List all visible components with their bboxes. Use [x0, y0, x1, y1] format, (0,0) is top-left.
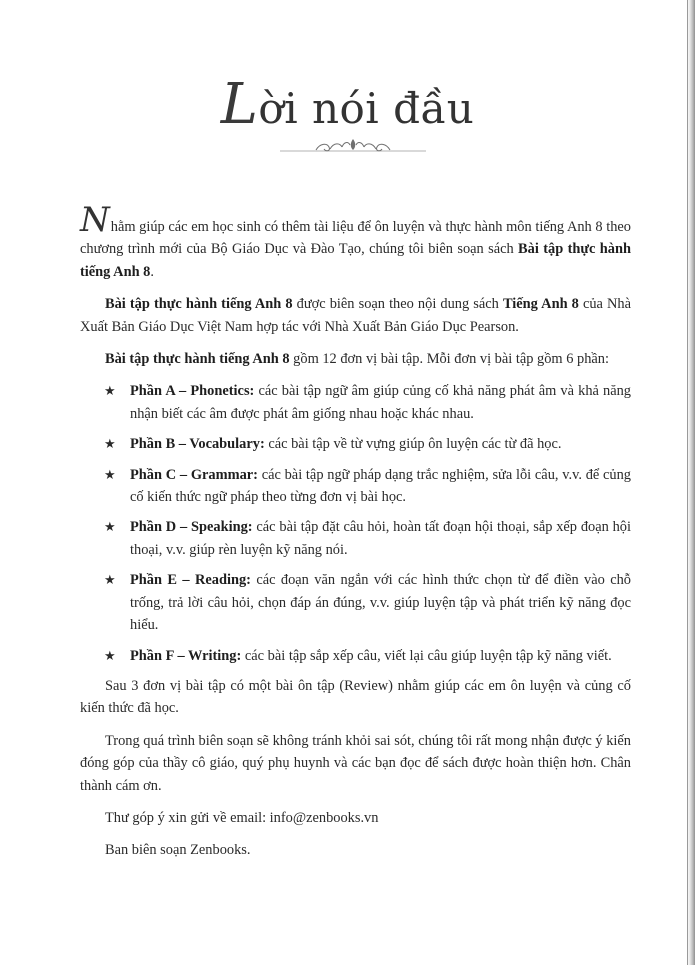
page-title: [0, 72, 695, 137]
list-item: [80, 433, 631, 455]
structure-paragraph: [80, 348, 631, 370]
review-paragraph: Sau 3 đơn vị bài tập có một bài ôn tập (Review) nhằm giúp các em ôn luyện và củng cố kiến thức đã học.: [80, 677, 631, 717]
title-initial: L: [220, 72, 259, 137]
star-bullet-icon: ★: [104, 383, 116, 399]
list-item: [80, 645, 631, 667]
signature: Ban biên soạn Zenbooks.: [105, 842, 251, 859]
page-edge-line: [687, 0, 688, 965]
list-item: [80, 380, 631, 425]
intro-end: .: [150, 263, 154, 280]
part-text: các bài tập sắp xếp câu, viết lại câu giúp luyện tập kỹ năng viết.: [241, 647, 612, 664]
part-label: Phần F – Writing:: [130, 647, 242, 664]
part-label: Phần A – Phonetics:: [130, 383, 255, 400]
structure-book-title: Bài tập thực hành tiếng Anh 8: [105, 351, 290, 368]
book-spine-shadow: [687, 0, 695, 965]
intro-book-title: Bài tập thực hành tiếng Anh 8: [80, 241, 631, 280]
parts-list: [80, 380, 631, 666]
flourish-ornament-icon: [280, 137, 426, 155]
part-text: các bài tập ngữ pháp dạng trắc nghiệm, sửa lỗi câu, v.v. để củng cố kiến thức ngữ pháp theo từng đơn vị bài học.: [130, 466, 631, 506]
part-label: Phần B – Vocabulary:: [130, 436, 265, 453]
part-label: Phần C – Grammar:: [130, 466, 258, 483]
list-item: [80, 464, 631, 509]
part-text: các bài tập ngữ âm giúp củng cố khả năng phát âm và khả năng nhận biết các âm được phát âm giống nhau hoặc khác nhau.: [130, 383, 632, 422]
star-bullet-icon: ★: [104, 572, 116, 588]
structure-text: gồm 12 đơn vị bài tập. Mỗi đơn vị bài tập gồm 6 phần:: [289, 351, 609, 368]
source-book-title: Bài tập thực hành tiếng Anh 8: [105, 296, 293, 313]
source-paragraph: [80, 293, 631, 338]
star-bullet-icon: ★: [104, 519, 116, 535]
source-text-2: của Nhà Xuất Bản Giáo Dục Việt Nam hợp tác với Nhà Xuất Bản Giáo Dục Pearson.: [80, 296, 632, 335]
source-text-1: được biên soạn theo nội dung sách: [292, 296, 503, 313]
list-item: [80, 569, 631, 636]
star-bullet-icon: ★: [104, 466, 116, 482]
title-rest: ời nói đầu: [258, 84, 475, 133]
source-textbook: Tiếng Anh 8: [502, 296, 579, 313]
star-bullet-icon: ★: [104, 647, 116, 663]
part-text: các bài tập về từ vựng giúp ôn luyện các từ đã học.: [264, 436, 562, 453]
part-label: Phần D – Speaking:: [130, 519, 253, 536]
list-item: [80, 516, 631, 561]
intro-text: hằm giúp các em học sinh có thêm tài liệu để ôn luyện và thực hành môn tiếng Anh 8 theo chương trình mới của Bộ Giáo Dục và Đào Tạo, chúng tôi biên soạn sách: [80, 219, 631, 258]
email-paragraph: Thư góp ý xin gửi về email: info@zenbooks.vn: [105, 809, 379, 826]
feedback-paragraph: Trong quá trình biên soạn sẽ không tránh khỏi sai sót, chúng tôi rất mong nhận được ý kiến đóng góp của thầy cô giáo, quý phụ huynh và các bạn đọc để sách được hoàn thiện hơn. Chân thành cám ơn.: [80, 732, 631, 794]
part-text: các bài tập đặt câu hỏi, hoàn tất đoạn hội thoại, sắp xếp đoạn hội thoại, v.v. giúp rèn luyện kỹ năng nói.: [130, 519, 631, 558]
intro-paragraph: [80, 200, 631, 283]
drop-cap: N: [80, 200, 110, 240]
part-text: các đoạn văn ngắn với các hình thức chọn từ để điền vào chỗ trống, trả lời câu hỏi, chọn đáp án đúng, v.v. giúp luyện tập và phát triển kỹ năng đọc hiểu.: [130, 572, 632, 634]
star-bullet-icon: ★: [104, 436, 116, 452]
part-label: Phần E – Reading:: [130, 572, 251, 589]
preface-body: [80, 200, 632, 872]
